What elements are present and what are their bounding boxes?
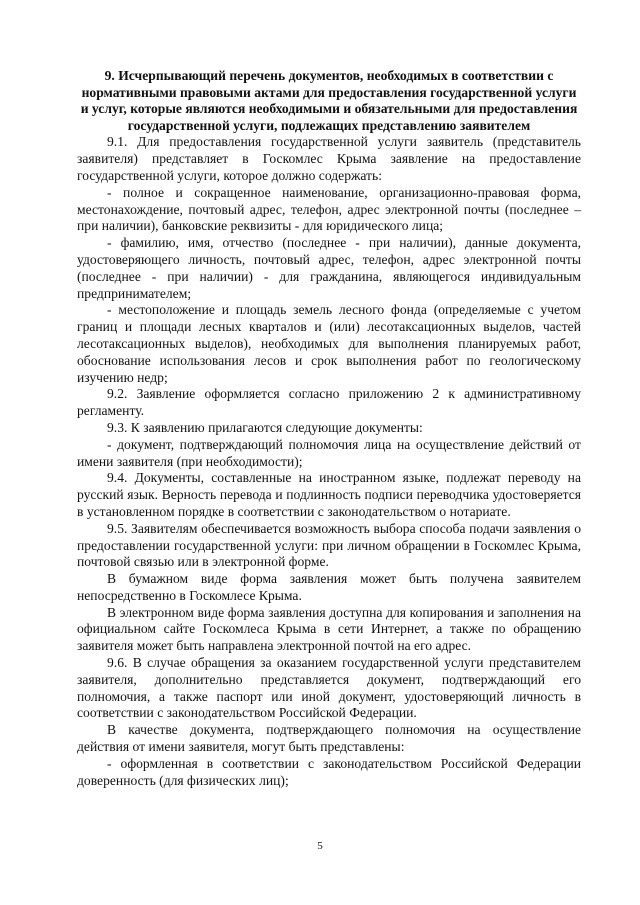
list-item-entrepreneur: - фамилию, имя, отчество (последнее - при наличии), данные документа, удостоверяющего личность, почтовый адрес, телефон, адрес электронной почты (последнее - при наличии) - для гражданина, являющегося индивидуальным предпринимателем; xyxy=(77,235,581,301)
paragraph-9-3: 9.3. К заявлению прилагаются следующие документы: xyxy=(107,419,423,435)
paragraph-9-5: 9.5. Заявителям обеспечивается возможность выбора способа подачи заявления о предоставлении государственной услуги: при личном обращении в Госкомлес Крыма, почтовой связью или в электронной форме. xyxy=(77,520,581,570)
list-item-authority-document: - документ, подтверждающий полномочия лица на осуществление действий от имени заявителя (при необходимости); xyxy=(77,436,581,469)
paragraph-paper-form: В бумажном виде форма заявления может быть получена заявителем непосредственно в Госкомлесе Крыма. xyxy=(77,571,581,603)
paragraph-9-6: 9.6. В случае обращения за оказанием государственной услуги представителем заявителя, дополнительно представляется документ, подтверждающий его полномочия, а также паспорт или иной документ, удостоверяющий личность в соответствии с законодательством Российской Федерации. xyxy=(77,655,581,721)
section-heading: 9. Исчерпывающий перечень документов, необходимых в соответствии с нормативными правовыми актами для предоставления государственной услуги и услуг, которые являются необходимыми и обязательными для предоставления государственной услуги, подлежащих представлению заявителем xyxy=(80,68,578,133)
paragraph-9-4: 9.4. Документы, составленные на иностранном языке, подлежат переводу на русский язык. Верность перевода и подлинность подписи переводчика удостоверяется в установленном порядке в соответствии с законодательством о нотариате. xyxy=(77,470,581,519)
list-item-legal-entity: - полное и сокращенное наименование, организационно-правовая форма, местонахождение, почтовый адрес, телефон, адрес электронной почты (последнее – при наличии), банковские реквизиты - для юридического лица; xyxy=(77,184,581,234)
list-item-land-location: - местоположение и площадь земель лесного фонда (определяемые с учетом границ и площади лесных кварталов и (или) лесотаксационных выделов, частей лесотаксационных выделов), необходимых для выполнения планируемых работ, обоснование использования лесов и срок выполнения работ по геологическому изучению недр; xyxy=(77,302,581,385)
paragraph-9-2: 9.2. Заявление оформляется согласно приложению 2 к административному регламенту. xyxy=(77,386,581,419)
paragraph-9-1: 9.1. Для предоставления государственной услуги заявитель (представитель заявителя) представляет в Госкомлес Крыма заявление на предоставление государственной услуги, которое должно содержать: xyxy=(77,134,581,183)
page-number: 5 xyxy=(317,840,323,852)
document-body xyxy=(77,68,581,789)
paragraph-electronic-form: В электронном виде форма заявления доступна для копирования и заполнения на официальном сайте Госкомлеса Крыма в сети Интернет, а также по обращению заявителя может быть направлена электронной почтой на его адрес. xyxy=(77,604,581,654)
paragraph-authority-documents: В качестве документа, подтверждающего полномочия на осуществление действия от имени заявителя, могут быть представлены: xyxy=(77,722,581,755)
list-item-power-of-attorney: - оформленная в соответствии с законодательством Российской Федерации доверенность (для физических лиц); xyxy=(77,755,581,788)
